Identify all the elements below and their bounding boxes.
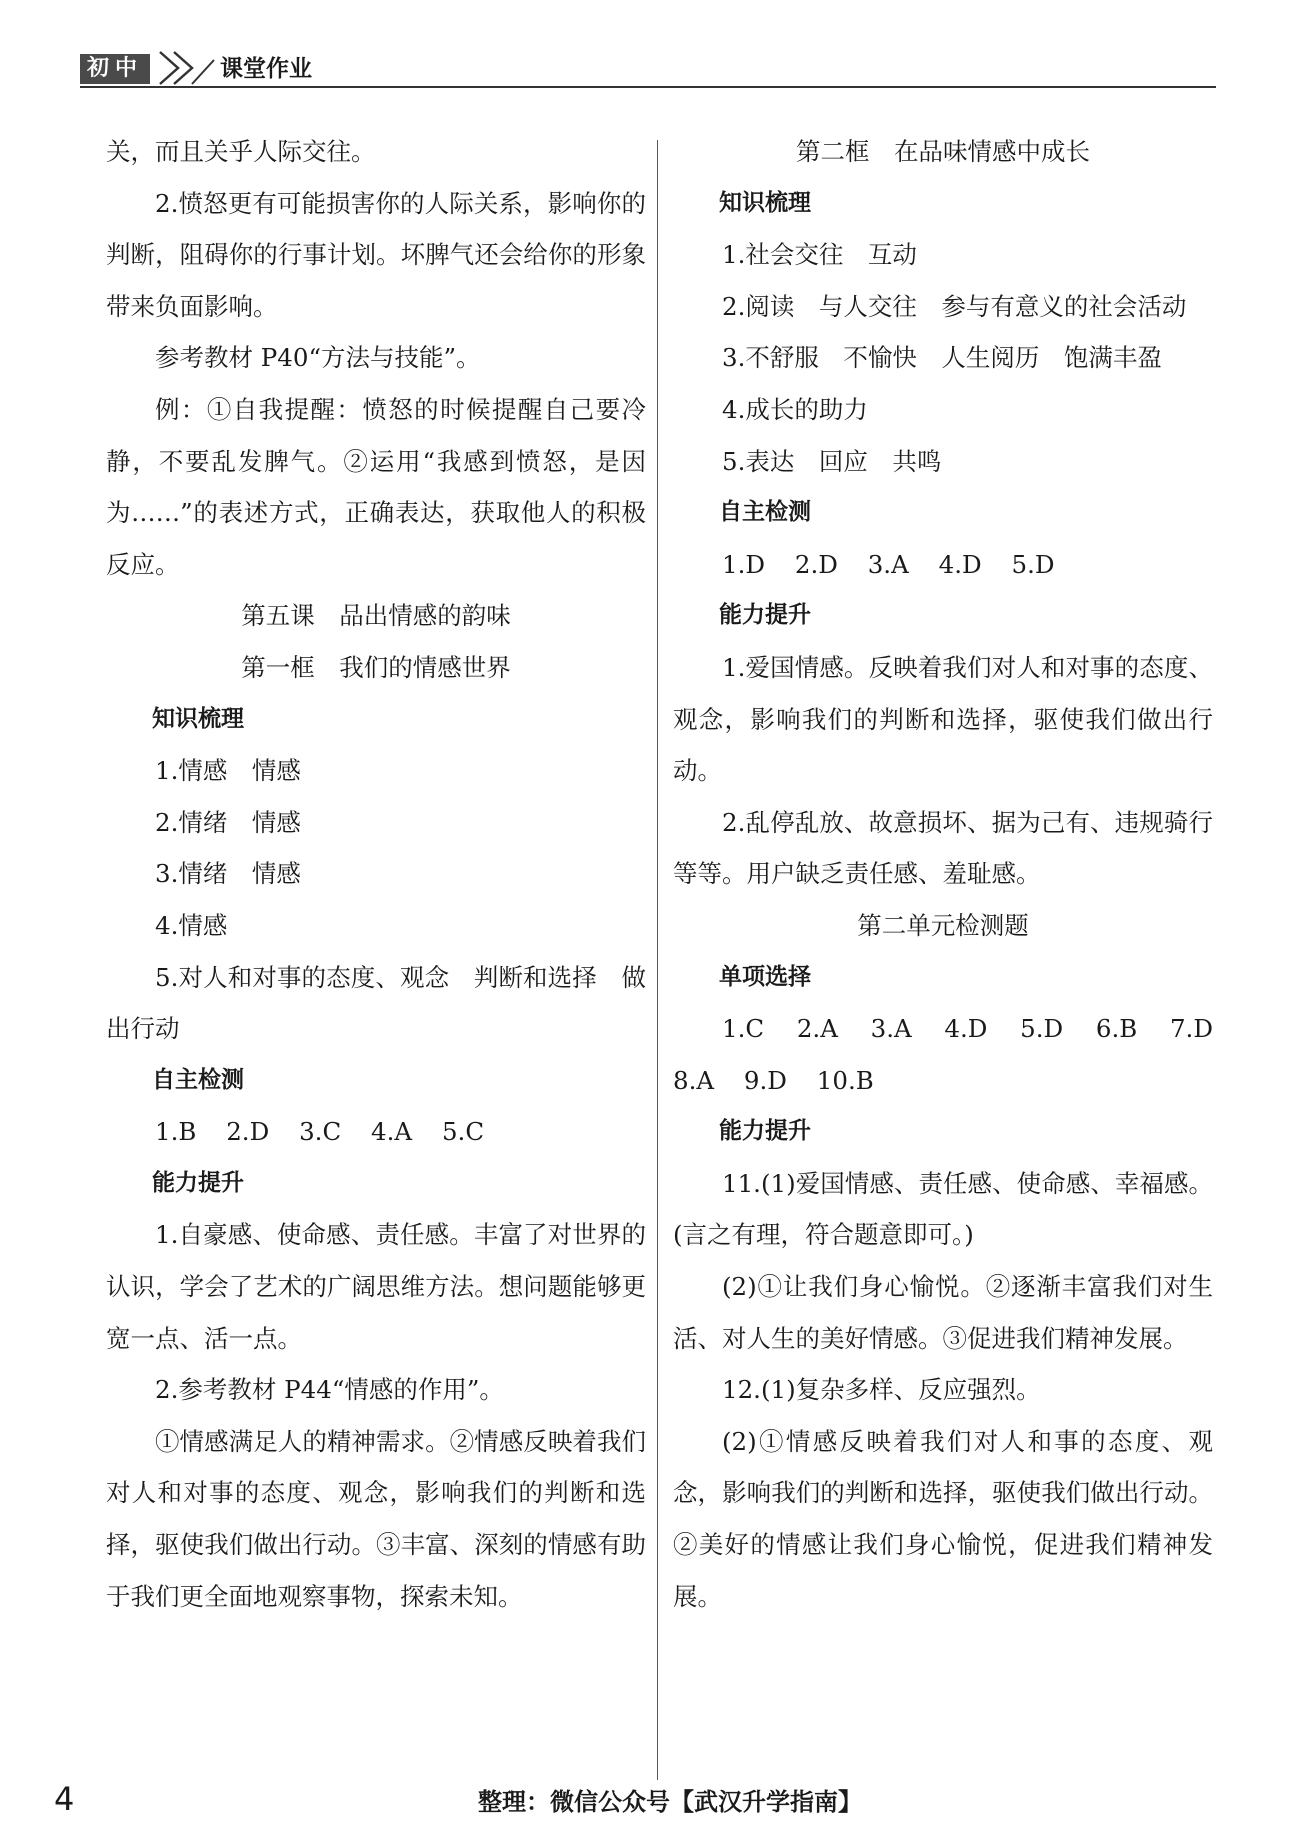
paragraph: 2.愤怒更有可能损害你的人际关系，影响你的判断，阻碍你的行事计划。坏脾气还会给你的形象带来负面影响。 bbox=[106, 188, 646, 321]
paragraph: 5.对人和对事的态度、观念 判断和选择 做出行动 bbox=[106, 962, 646, 1044]
right-column bbox=[673, 126, 1213, 1622]
paragraph: 2.乱停乱放、故意损坏、据为己有、违规骑行等等。用户缺乏责任感、羞耻感。 bbox=[673, 807, 1213, 889]
paragraph: (2)①情感反映着我们对人和事的态度、观念，影响我们的判断和选择，驱使我们做出行动。②美好的情感让我们身心愉悦，促进我们精神发展。 bbox=[673, 1426, 1213, 1611]
paragraph: 参考教材 P40“方法与技能”。 bbox=[155, 343, 481, 373]
answer-line: 4.成长的助力 bbox=[722, 394, 868, 424]
paragraph: 3.不舒服 不愉快 人生阅历 饱满丰盈 bbox=[722, 343, 1162, 373]
answer-line: 1.B 2.D 3.C 4.A 5.C bbox=[155, 1117, 485, 1147]
answer-line: 1.情感 情感 bbox=[155, 756, 301, 786]
answer-line: 1.社会交往 互动 bbox=[722, 240, 917, 270]
paragraph: 2.阅读 与人交往 参与有意义的社会活动 bbox=[722, 291, 1187, 321]
section-title: 第五课 品出情感的韵味 bbox=[241, 601, 511, 631]
section-heading: 知识梳理 bbox=[719, 189, 811, 216]
answer-line: 2.情绪 情感 bbox=[155, 807, 301, 837]
paragraph: (2)①让我们身心愉悦。②逐渐丰富我们对生活、对人生的美好情感。③促进我们精神发展。 bbox=[673, 1272, 1213, 1353]
header-level-badge: 初中 bbox=[80, 54, 150, 84]
paragraph: 11.(1)爱国情感、责任感、使命感、幸福感。(言之有理，符合题意即可。) bbox=[673, 1168, 1213, 1250]
column-divider bbox=[657, 140, 658, 1780]
section-heading: 能力提升 bbox=[719, 1118, 811, 1145]
paragraph: 2.参考教材 P44“情感的作用”。 bbox=[155, 1375, 504, 1405]
paragraph: 1.自豪感、使命感、责任感。丰富了对世界的认识，学会了艺术的广阔思维方法。想问题能够更宽一点、活一点。 bbox=[106, 1220, 646, 1353]
section-title: 第一框 我们的情感世界 bbox=[241, 652, 511, 682]
answer-line: 5.表达 回应 共鸣 bbox=[722, 446, 942, 476]
answer-line: 1.D 2.D 3.A 4.D 5.D bbox=[722, 549, 1055, 579]
section-title: 第二单元检测题 bbox=[857, 910, 1029, 940]
paragraph: 1.C 2.A 3.A 4.D 5.D 6.B 7.D 8.A 9.D 10.B bbox=[673, 1014, 1213, 1095]
section-heading: 能力提升 bbox=[719, 602, 811, 629]
section-heading: 知识梳理 bbox=[152, 705, 244, 732]
double-chevron-icon bbox=[156, 48, 216, 88]
left-column bbox=[106, 126, 646, 1622]
section-title: 第二框 在品味情感中成长 bbox=[796, 137, 1090, 166]
section-heading: 自主检测 bbox=[152, 1066, 244, 1093]
section-heading: 自主检测 bbox=[719, 499, 811, 526]
page-header bbox=[80, 48, 1216, 88]
header-title: 课堂作业 bbox=[220, 56, 312, 82]
section-heading: 能力提升 bbox=[152, 1169, 244, 1196]
paragraph: 例：①自我提醒：愤怒的时候提醒自己要冷静，不要乱发脾气。②运用“我感到愤怒，是因为……”的表述方式，正确表达，获取他人的积极反应。 bbox=[106, 394, 646, 579]
answer-line: 3.情绪 情感 bbox=[155, 859, 301, 889]
header-rule bbox=[80, 86, 1216, 88]
footer-credit: 整理：微信公众号【武汉升学指南】 bbox=[478, 1788, 862, 1816]
page-number: 4 bbox=[54, 1780, 75, 1818]
section-heading: 单项选择 bbox=[719, 963, 811, 990]
paragraph: 1.爱国情感。反映着我们对人和对事的态度、观念，影响我们的判断和选择，驱使我们做出行动。 bbox=[673, 652, 1213, 786]
answer-line: 4.情感 bbox=[155, 910, 228, 940]
paragraph: ①情感满足人的精神需求。②情感反映着我们对人和对事的态度、观念，影响我们的判断和选择，驱使我们做出行动。③丰富、深刻的情感有助于我们更全面地观察事物，探索未知。 bbox=[106, 1426, 646, 1611]
paragraph: 关，而且关乎人际交往。 bbox=[106, 137, 376, 166]
paragraph: 12.(1)复杂多样、反应强烈。 bbox=[722, 1375, 1041, 1405]
